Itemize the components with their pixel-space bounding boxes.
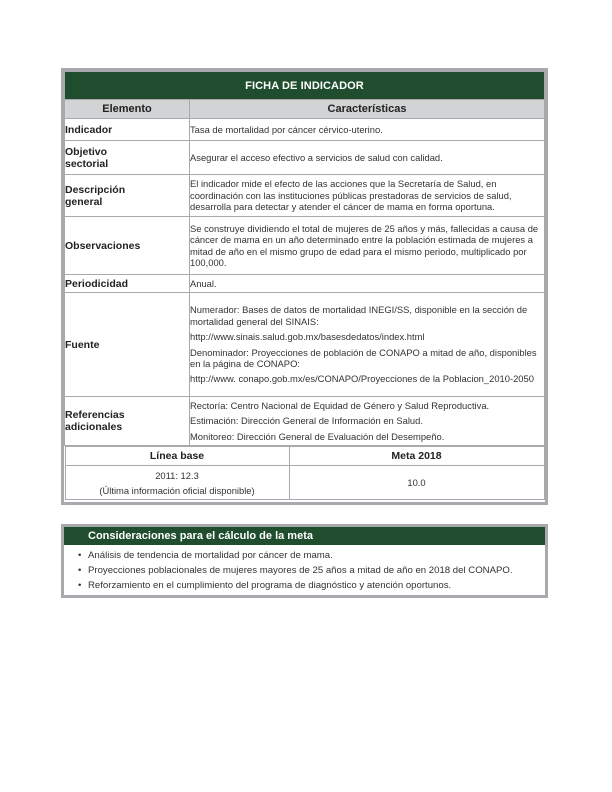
col-header-elemento: Elemento <box>65 100 190 119</box>
linea-base-header: Línea base <box>65 447 289 466</box>
ref-rectoria: Rectoría: Centro Nacional de Equidad de Género y Salud Reproductiva. <box>190 399 490 411</box>
fuente-denominador: Denominador: Proyecciones de población de CONAPO a mitad de año, disponibles en la página de CONAPO: <box>190 346 537 369</box>
row-fuente <box>65 293 545 397</box>
fuente-numerador: Numerador: Bases de datos de mortalidad INEGI/SS, disponible en la sección de mortalidad general del SINAIS: <box>190 304 528 327</box>
meta-value: 10.0 <box>289 466 544 500</box>
row-content: Anual. <box>190 275 545 293</box>
row-content: Asegurar el acceso efectivo a servicios de salud con calidad. <box>190 141 545 175</box>
ref-estimacion: Estimación: Dirección General de Información en Salud. <box>190 415 423 427</box>
row-periodicidad <box>65 275 545 293</box>
row-label: Indicador <box>65 119 190 141</box>
row-content: Tasa de mortalidad por cáncer cérvico-uterino. <box>190 119 545 141</box>
consideraciones-list <box>64 545 545 594</box>
consideraciones-title: Consideraciones para el cálculo de la meta <box>64 527 545 545</box>
ficha-title: FICHA DE INDICADOR <box>65 72 545 100</box>
row-content: El indicador mide el efecto de las acciones que la Secretaría de Salud, en coordinación con las instituciones públicas prestadoras de servicios de salud, desarrolla para detectar y atender el cáncer de mama en forma oportuna. <box>190 175 545 217</box>
linea-base-note: (Última información oficial disponible) <box>99 484 255 496</box>
row-label: Observaciones <box>65 217 190 275</box>
row-observaciones <box>65 217 545 275</box>
meta-header: Meta 2018 <box>289 447 544 466</box>
linea-base-value: 2011: 12.3 <box>155 469 199 481</box>
row-label: Periodicidad <box>65 275 190 293</box>
row-linea-base-meta <box>65 446 545 501</box>
list-item: • Análisis de tendencia de mortalidad por cáncer de mama. <box>78 548 545 563</box>
row-descripcion <box>65 175 545 217</box>
baseline-table <box>65 446 545 500</box>
row-content <box>190 397 545 446</box>
row-content: Se construye dividiendo el total de mujeres de 25 años y más, fallecidas a causa de cáncer de mama en un año determinado entre la población estimada de mujeres a mitad de año en el mismo grupo de edad para el mismo periodo, multiplicado por 100,000. <box>190 217 545 275</box>
row-objetivo <box>65 141 545 175</box>
consideraciones-card <box>61 524 548 598</box>
row-referencias <box>65 397 545 446</box>
row-content <box>190 293 545 397</box>
list-item: • Reforzamiento en el cumplimiento del programa de diagnóstico y atención oportunos. <box>78 578 545 593</box>
row-indicador <box>65 119 545 141</box>
fuente-url-sinais: http://www.sinais.salud.gob.mx/basesdedatos/index.html <box>190 331 425 343</box>
fuente-url-conapo: http://www. conapo.gob.mx/es/CONAPO/Proyecciones de la Poblacion_2010-2050 <box>190 373 534 385</box>
row-label: Fuente <box>65 293 190 397</box>
linea-base-cell <box>65 466 289 500</box>
ficha-table <box>64 71 545 500</box>
row-label: Referencias adicionales <box>65 397 190 446</box>
row-label: Objetivo sectorial <box>65 141 190 175</box>
ficha-indicador-card <box>61 68 548 505</box>
list-item: • Proyecciones poblacionales de mujeres mayores de 25 años a mitad de año en 2018 del CONAPO. <box>78 563 545 578</box>
ref-monitoreo: Monitoreo: Dirección General de Evaluación del Desempeño. <box>190 430 445 442</box>
col-header-caracteristicas: Características <box>190 100 545 119</box>
row-label: Descripción general <box>65 175 190 217</box>
